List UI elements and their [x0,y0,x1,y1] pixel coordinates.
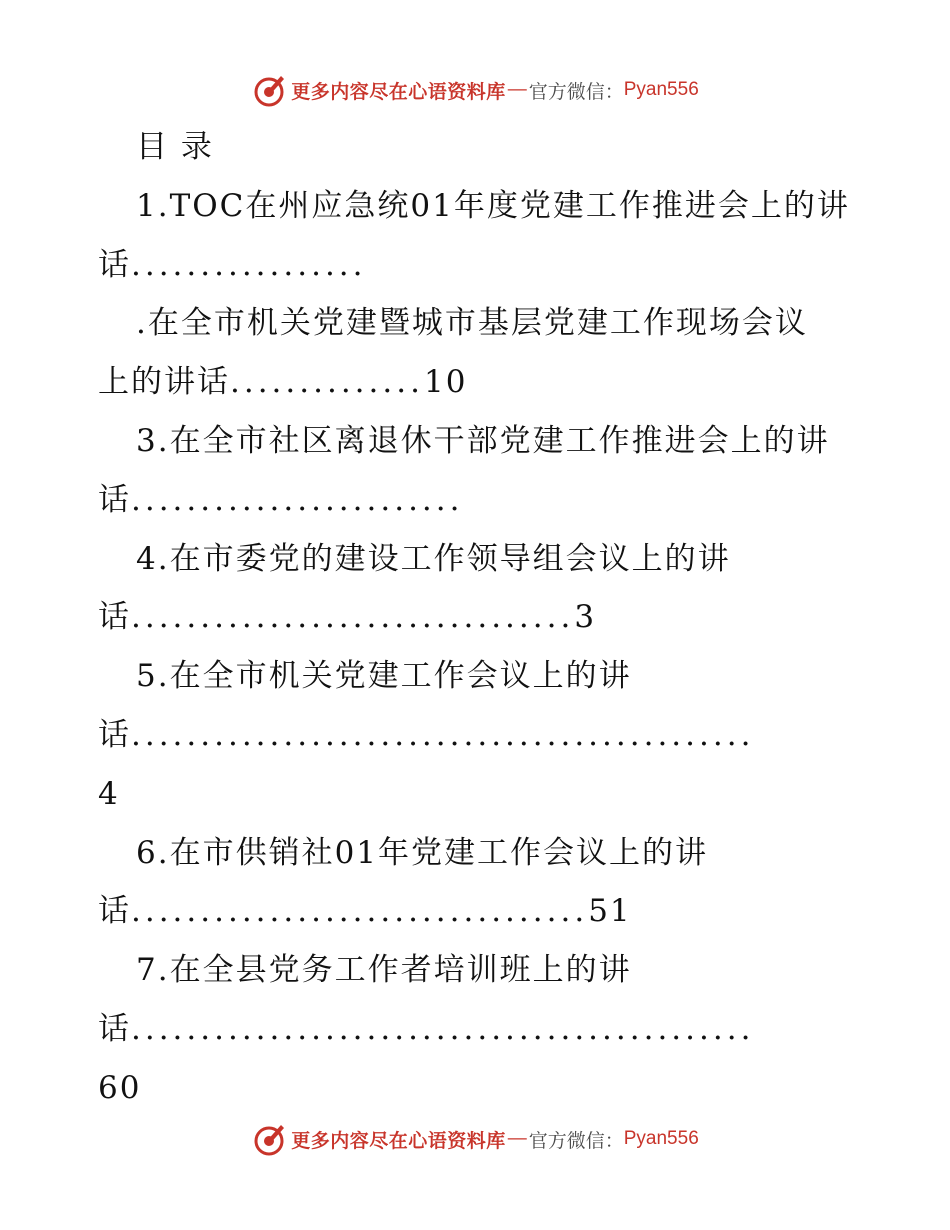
toc-entry-6-title [98,824,858,883]
toc-entry-1-leader [98,236,858,295]
banner-red-text: 更多内容尽在心语资料库 [291,80,506,103]
header-watermark-banner [0,70,950,110]
toc-entry-number: 7. [136,952,170,989]
toc-entry-dots: ................. [131,246,367,283]
toc-entry-title: 在全市社区离退休干部党建工作推进会上的讲 [169,422,830,459]
toc-entry-number: 5. [136,658,170,695]
toc-entry-7-page: 60 [98,1069,142,1106]
toc-entry-3-leader [98,471,858,530]
toc-entry-1-title [98,177,858,236]
toc-entry-dots: ........................ [131,481,464,518]
pen-logo-icon [251,72,287,108]
toc-entry-4-title [98,530,858,589]
toc-entry-page: 3 [574,599,597,636]
toc-entry-title: 在全县党务工作者培训班上的讲 [169,952,632,989]
toc-entry-tail: 上的讲话 [98,364,230,401]
banner-wechat-id: Pyan556 [623,1128,699,1149]
toc-entry-dots: ................................. [131,893,589,930]
pen-logo-icon [251,1121,287,1157]
toc-entry-2-leader [98,353,858,412]
toc-entry-number: 4. [136,540,170,577]
toc-entry-number: 3. [136,422,170,459]
toc-entry-3-title [98,412,858,471]
banner-wechat-id: Pyan556 [623,79,699,100]
banner-separator: — [507,79,527,100]
banner-gray-text: 官方微信： [528,1129,624,1152]
toc-entry-dots: .............. [230,364,424,401]
table-of-contents [98,118,858,1118]
toc-entry-title: 在市供销社01年党建工作会议上的讲 [169,834,709,871]
toc-entry-tail: 话 [98,716,131,753]
toc-entry-page: 51 [588,893,632,930]
toc-entry-dots: ............................................. [131,716,755,753]
toc-entry-2-title [98,294,858,353]
toc-heading: 目 录 [136,129,214,165]
toc-entry-6-leader [98,882,858,941]
banner-gray-text: 官方微信： [528,80,624,103]
toc-entry-7-leader [98,1000,858,1059]
toc-entry-tail: 话 [98,893,131,930]
footer-watermark-banner [0,1119,950,1159]
toc-entry-title: 在全市机关党建工作会议上的讲 [169,658,632,695]
toc-entry-title: 在市委党的建设工作领导组会议上的讲 [169,540,731,577]
toc-entry-tail: 话 [98,246,131,283]
toc-entry-4-leader [98,588,858,647]
toc-entry-number: 6. [136,834,170,871]
toc-entry-title: .在全市机关党建暨城市基层党建工作现场会议 [136,305,808,342]
toc-entry-dots: ................................ [131,599,575,636]
toc-entry-5-page: 4 [98,775,120,812]
toc-entry-number: 1. [136,187,170,224]
toc-entry-title: TOC在州应急统01年度党建工作推进会上的讲 [169,187,850,224]
toc-entry-tail: 话 [98,599,131,636]
banner-separator: — [507,1128,527,1149]
toc-entry-7-title [98,941,858,1000]
toc-entry-5-title [98,647,858,706]
toc-entry-tail: 话 [98,481,131,518]
banner-red-text: 更多内容尽在心语资料库 [291,1129,506,1152]
toc-entry-tail: 话 [98,1010,131,1047]
toc-entry-dots: ............................................. [131,1010,755,1047]
toc-entry-5-leader [98,706,858,765]
toc-entry-page: 10 [423,364,468,401]
